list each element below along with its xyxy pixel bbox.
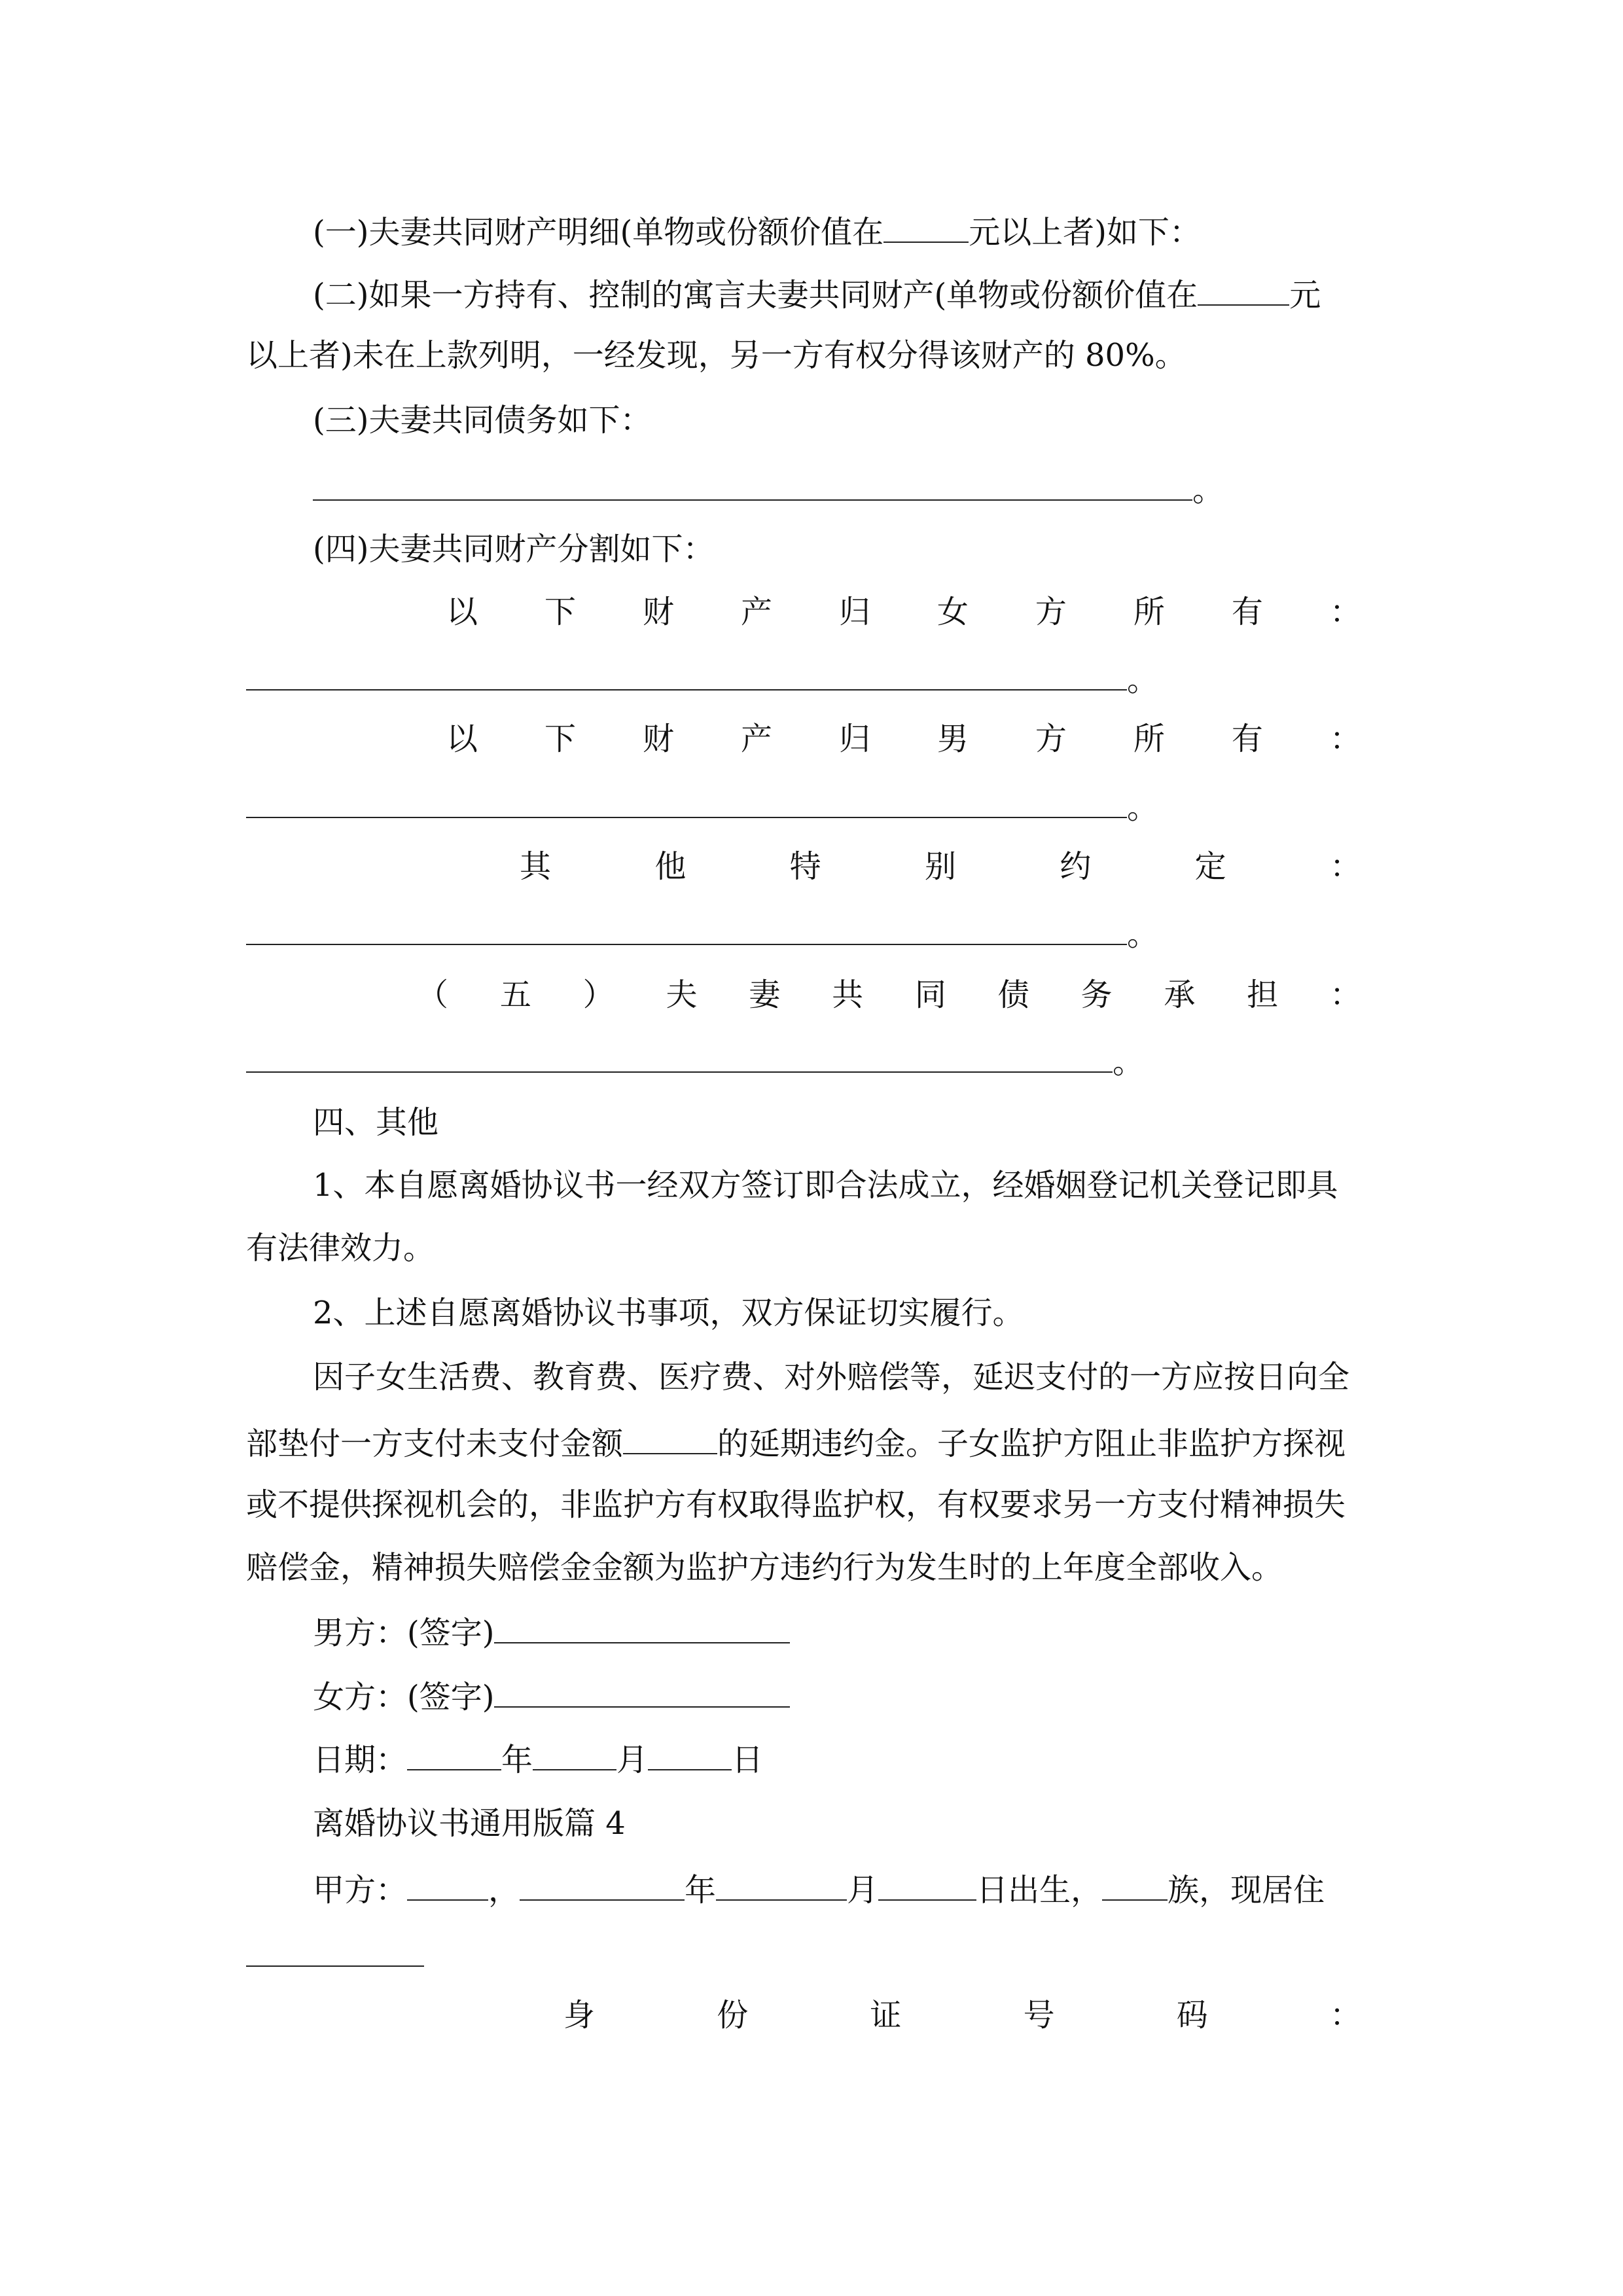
text: 男 — [936, 721, 969, 757]
clause-3-cont3: 赔偿金，精神损失赔偿金金额为监护方违约行为发生时的上年度全部收入。 — [246, 1549, 1283, 1586]
text: 元以上者)如下： — [969, 214, 1201, 251]
debts-line — [313, 468, 1224, 507]
blank-field[interactable] — [623, 1422, 717, 1454]
text: 部垫付一方支付未支付金额 — [246, 1426, 624, 1462]
clause-3-cont2: 或不提供探视机会的，非监护方有权取得监护权，有权要求另一方支付精神损失 — [246, 1486, 1346, 1523]
clause-2: 2、上述自愿离婚协议书事项，双方保证切实履行。 — [313, 1295, 1024, 1331]
text: (一)夫妻共同财产明细(单物或份额价值在 — [313, 214, 884, 251]
text: 日 — [732, 1742, 764, 1778]
text: 甲方： — [313, 1872, 408, 1909]
text: 月 — [616, 1742, 649, 1778]
text: 所 — [1133, 594, 1165, 630]
blank-field[interactable] — [246, 785, 1127, 818]
female-property-label — [446, 592, 1361, 632]
clause-property-list — [313, 210, 1201, 249]
clause-hidden-property-cont: 以上者)未在上款列明，一经发现，另一方有权分得该财产的 80%。 — [246, 337, 1186, 374]
text: 同 — [914, 977, 946, 1013]
text: 份 — [717, 1997, 749, 2034]
other-terms-line — [246, 912, 1158, 952]
text: 年 — [501, 1742, 533, 1778]
birth-day-field[interactable] — [878, 1868, 976, 1901]
blank-field[interactable] — [883, 210, 969, 243]
text: 女方：(签字) — [313, 1679, 495, 1715]
year-field[interactable] — [407, 1738, 501, 1770]
text: 所 — [1133, 721, 1165, 757]
other-terms-label — [520, 847, 1361, 886]
text: 以 — [446, 721, 478, 757]
text: 夫 — [666, 977, 698, 1013]
text: 共 — [832, 977, 864, 1013]
text: ， — [488, 1872, 520, 1909]
blank-field[interactable] — [313, 468, 1192, 501]
text: ： — [1329, 1997, 1361, 2034]
text: 归 — [838, 594, 870, 630]
female-property-line — [246, 658, 1158, 697]
text: 元 — [1289, 277, 1321, 314]
blank-field[interactable] — [246, 1040, 1113, 1073]
address-line — [246, 1934, 424, 1973]
blank-field[interactable] — [246, 658, 1127, 691]
text: 财 — [642, 721, 674, 757]
text: 财 — [642, 594, 674, 630]
text: 特 — [789, 848, 821, 885]
text: 的延期违约金。子女监护方阻止非监护方探视 — [717, 1426, 1346, 1462]
text: 码 — [1176, 1997, 1208, 2034]
party-a-line — [313, 1868, 1325, 1907]
text: 产 — [740, 721, 772, 757]
debt-bearing-label — [417, 975, 1361, 1014]
debt-bearing-line — [246, 1040, 1144, 1079]
date-line — [313, 1738, 763, 1777]
text: 有 — [1231, 721, 1263, 757]
section-heading: 四、其他 — [313, 1104, 439, 1141]
text: 日出生， — [976, 1872, 1103, 1909]
female-signature — [313, 1675, 790, 1714]
blank-field[interactable] — [1198, 273, 1289, 306]
text: ： — [1329, 977, 1361, 1013]
signature-field[interactable] — [494, 1675, 790, 1708]
text: 五 — [499, 977, 531, 1013]
month-field[interactable] — [533, 1738, 616, 1770]
male-property-label — [446, 719, 1361, 759]
clause-hidden-property — [313, 273, 1376, 312]
address-field[interactable] — [246, 1934, 424, 1967]
text: 其 — [520, 848, 552, 885]
text: 下 — [544, 721, 576, 757]
text: 他 — [654, 848, 687, 885]
text: （ — [417, 977, 449, 1013]
text: 。 — [1113, 1044, 1145, 1081]
text: 归 — [838, 721, 870, 757]
text: 日期： — [313, 1742, 408, 1778]
clause-3: 因子女生活费、教育费、医疗费、对外赔偿等，延迟支付的一方应按日向全 — [313, 1359, 1350, 1395]
day-field[interactable] — [648, 1738, 732, 1770]
text: 以 — [446, 594, 478, 630]
text: 。 — [1192, 472, 1224, 509]
text: 别 — [924, 848, 956, 885]
text: 。 — [1127, 662, 1159, 698]
name-field[interactable] — [407, 1868, 488, 1901]
birth-month-field[interactable] — [716, 1868, 847, 1901]
clause-3-cont — [246, 1422, 1346, 1461]
text: 产 — [740, 594, 772, 630]
text: 年 — [685, 1872, 717, 1909]
clause-1-cont: 有法律效力。 — [246, 1230, 435, 1266]
text: 担 — [1247, 977, 1279, 1013]
text: 族，现居住 — [1168, 1872, 1325, 1909]
text: ： — [1329, 594, 1361, 630]
text: ） — [582, 977, 615, 1013]
text: 有 — [1231, 594, 1263, 630]
text: ： — [1329, 721, 1361, 757]
text: 月 — [847, 1872, 879, 1909]
text: 承 — [1164, 977, 1196, 1013]
text: 男方：(签字) — [313, 1615, 495, 1651]
text: 方 — [1035, 721, 1067, 757]
text: ： — [1329, 848, 1361, 885]
text: 务 — [1080, 977, 1113, 1013]
text: 。 — [1127, 789, 1159, 826]
ethnicity-field[interactable] — [1102, 1868, 1168, 1901]
text: 妻 — [749, 977, 781, 1013]
text: 证 — [870, 1997, 902, 2034]
text: 。 — [1127, 916, 1159, 953]
male-signature — [313, 1611, 790, 1650]
text: 债 — [997, 977, 1029, 1013]
text: (二)如果一方持有、控制的寓言夫妻共同财产(单物或份额价值在 — [313, 277, 1198, 314]
birth-year-field[interactable] — [520, 1868, 685, 1901]
blank-field[interactable] — [246, 912, 1127, 945]
text: 下 — [544, 594, 576, 630]
text: 约 — [1060, 848, 1092, 885]
text: 女 — [936, 594, 969, 630]
clause-debts: (三)夫妻共同债务如下： — [313, 402, 652, 439]
clause-1: 1、本自愿离婚协议书一经双方签订即合法成立，经婚姻登记机关登记即具 — [313, 1167, 1338, 1204]
signature-field[interactable] — [494, 1611, 790, 1643]
male-property-line — [246, 785, 1158, 825]
id-number-label — [563, 1996, 1361, 2035]
text: 号 — [1023, 1997, 1055, 2034]
clause-division: (四)夫妻共同财产分割如下： — [313, 531, 715, 567]
section-title: 离婚协议书通用版篇 4 — [313, 1805, 626, 1842]
text: 身 — [563, 1997, 596, 2034]
text: 定 — [1194, 848, 1226, 885]
text: 方 — [1035, 594, 1067, 630]
